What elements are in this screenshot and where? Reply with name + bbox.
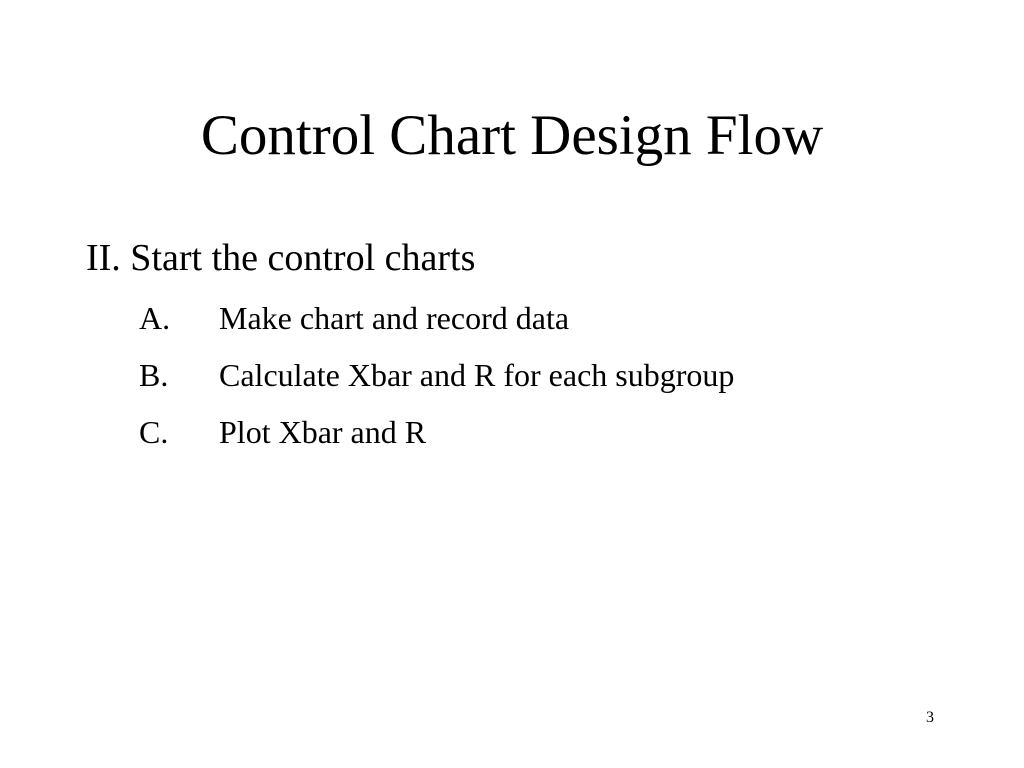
list-item-marker: A.: [139, 300, 171, 336]
section-heading: II. Start the control charts: [86, 237, 476, 279]
list-item-text: Make chart and record data: [219, 300, 570, 336]
page-number: 3: [926, 709, 934, 726]
list-item-marker: C.: [139, 414, 169, 450]
slide-title: Control Chart Design Flow: [200, 104, 824, 167]
list-item-marker: B.: [139, 357, 169, 393]
list-item-text: Plot Xbar and R: [219, 414, 427, 450]
list-item-text: Calculate Xbar and R for each subgroup: [219, 357, 735, 393]
